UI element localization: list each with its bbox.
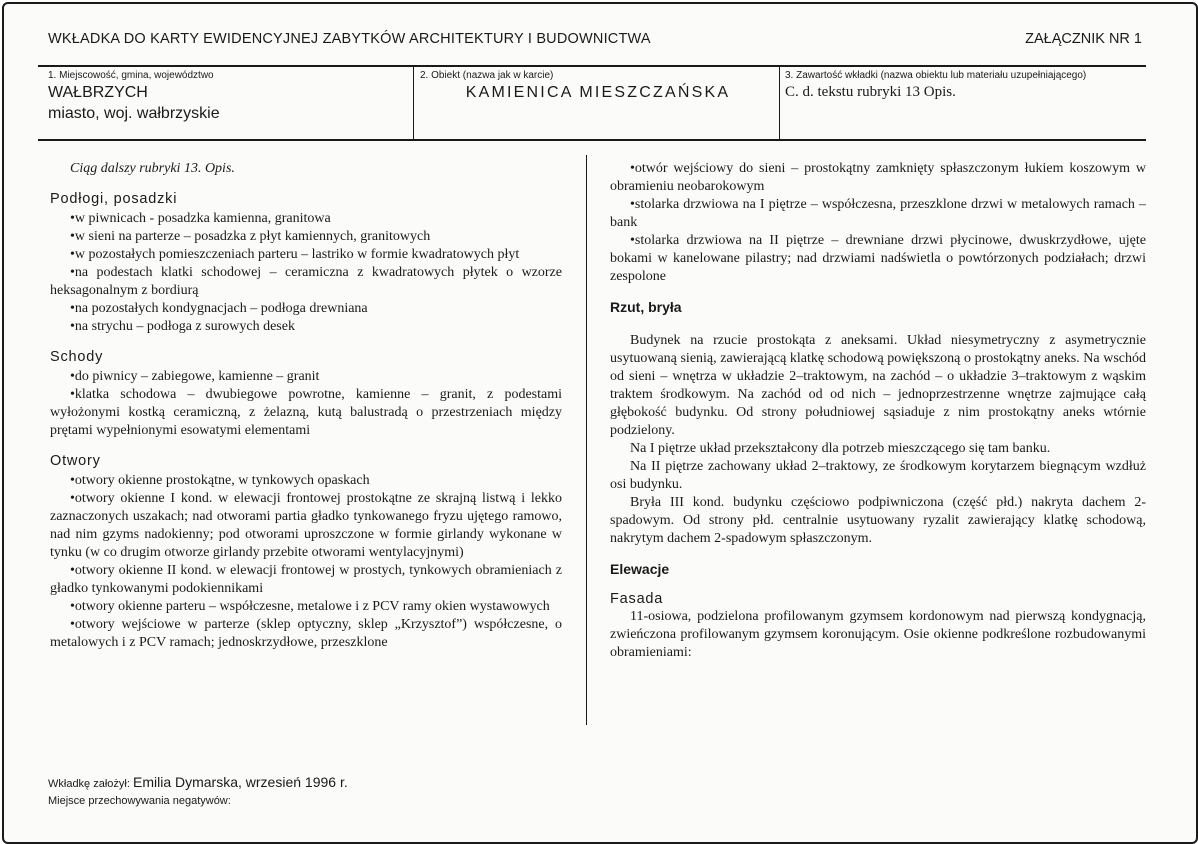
list-item: •stolarka drzwiowa na I piętrze – współczesna, przeszklone drzwi w metalowych ramach – bank — [610, 197, 1146, 230]
field-2-label: 2. Obiekt (nazwa jak w karcie) — [420, 70, 554, 81]
list-item: •klatka schodowa – dwubiegowe powrotne, kamienne – granit, z podestami wyłożonymi kostką ceramiczną, z żelazną, kutą balustradą o przestrzeniach między prętami wypełnionymi esowatymi elementami — [50, 387, 562, 438]
column-divider — [586, 155, 587, 725]
field-1-city: WAŁBRZYCH — [48, 84, 148, 101]
list-item: •stolarka drzwiowa na II piętrze – drewniane drzwi płycinowe, dwuskrzydłowe, ujęte bokami w kanelowane pilastry; nad drzwiami nadświetla o powtórzonych podziałach; drzwi zespolone — [610, 233, 1146, 284]
field-3-content: C. d. tekstu rubryki 13 Opis. — [785, 84, 956, 100]
stairs-heading: Schody — [50, 349, 104, 365]
field-1-label: 1. Miejscowość, gmina, województwo — [48, 70, 214, 81]
fields-bottom-line — [38, 139, 1146, 141]
list-item: •otwory okienne II kond. w elewacji frontowej w prostych, tynkowych obramieniach z gładko tynkowanymi podokiennikami — [50, 563, 562, 596]
facade-paragraph: 11-osiowa, podzielona profilowanym gzymsem kordonowym nad pierwszą kondygnacją, zwieńczona profilowanym gzymsem koronującym. Osie okienne podkreślone rozbudowanymi obramieniami: — [610, 609, 1146, 660]
author-label: Wkładkę założył: — [48, 778, 130, 790]
list-item: •w pozostałych pomieszczeniach parteru – lastriko w formie kwadratowych płyt — [70, 247, 520, 262]
author-value: Emilia Dymarska, wrzesień 1996 r. — [132, 774, 348, 790]
card-title: WKŁADKA DO KARTY EWIDENCYJNEJ ZABYTKÓW ARCHITEKTURY I BUDOWNICTWA — [48, 31, 651, 47]
list-item: •otwory okienne I kond. w elewacji frontowej prostokątne ze skrajną listwą i lekko zaznaczonych uszakach; nad otworami partia gładko tynkowanego fryzu ujętego ramowo, nad nim gzyms nadokienny; pod otworami uproszczone w formie girlandy wykonane w tynku (w co drugim otworze girlandy przebite otworami wentylacyjnymi) — [50, 491, 562, 560]
field-divider-1 — [413, 65, 414, 140]
storage-label: Miejsce przechowywania negatywów: — [48, 795, 231, 807]
list-item: •otwory wejściowe w parterze (sklep optyczny, sklep „Krzysztof”) współczesne, o metalowych i z PCV ramach; jednoskrzydłowe, przeszklone — [50, 617, 562, 650]
list-item: •otwory okienne parteru – współczesne, metalowe i z PCV ramy okien wystawowych — [70, 599, 550, 614]
list-item: •otwory okienne prostokątne, w tynkowych opaskach — [70, 473, 370, 488]
left-column — [50, 160, 562, 652]
plan-paragraph: Na I piętrze układ przekształcony dla potrzeb mieszczącego się tam banku. — [630, 441, 1051, 456]
plan-heading: Rzut, bryła — [610, 299, 682, 315]
list-item: •na pozostałych kondygnacjach – podłoga drewniana — [70, 301, 368, 316]
field-1-region: miasto, woj. wałbrzyskie — [48, 105, 220, 122]
elevations-heading: Elewacje — [610, 561, 670, 577]
openings-heading: Otwory — [50, 453, 101, 469]
plan-paragraph: Bryła III kond. budynku częściowo podpiwniczona (część płd.) nakryta dachem 2-spadowym. Od strony płd. centralnie usytuowany ryzalit zawierający klatkę schodową, nakrytym dachem 2-spadowym spłaszczonym. — [610, 495, 1146, 546]
continuation-note: Ciąg dalszy rubryki 13. Opis. — [70, 161, 235, 176]
list-item: •na strychu – podłoga z surowych desek — [70, 319, 295, 334]
facade-heading: Fasada — [610, 591, 664, 607]
plan-paragraph: Na II piętrze zachowany układ 2–traktowy, ze środkowym korytarzem biegnącym wzdłuż osi budynku. — [610, 459, 1146, 492]
list-item: •do piwnicy – zabiegowe, kamienne – granit — [70, 369, 320, 384]
field-divider-2 — [779, 65, 780, 140]
list-item: •w piwnicach - posadzka kamienna, granitowa — [70, 211, 331, 226]
annex-number: ZAŁĄCZNIK NR 1 — [1025, 31, 1142, 47]
list-item: •otwór wejściowy do sieni – prostokątny zamknięty spłaszczonym łukiem koszowym w obramieniu neobarokowym — [610, 161, 1146, 194]
list-item: •w sieni na parterze – posadzka z płyt kamiennych, granitowych — [70, 229, 431, 244]
floors-heading: Podłogi, posadzki — [50, 191, 178, 207]
field-3-label: 3. Zawartość wkładki (nazwa obiektu lub materiału uzupełniającego) — [785, 70, 1087, 81]
list-item: •na podestach klatki schodowej – ceramiczna z kwadratowych płytek o wzorze heksagonalnym z bordiurą — [50, 265, 562, 298]
right-column — [610, 160, 1146, 662]
field-2-object: KAMIENICA MIESZCZAŃSKA — [465, 84, 731, 101]
fields-top-line — [38, 65, 1146, 67]
plan-paragraph: Budynek na rzucie prostokąta z aneksami. Układ niesymetryczny z asymetrycznie usytuowaną sienią, zawierającą klatkę schodową powiększoną o prostokątny aneks. Na wschód od sieni – wnętrza w układzie 2–traktowym, na zachód – o układzie 3–traktowym z wąskim traktem środkowym. Na zachód od od nich – jednoprzestrzenne wnętrze zajmujące całą głębokość budynku. Od strony południowej sąsiaduje z nim prostokątny aneks wtórnie podzielony. — [610, 333, 1146, 438]
author-line — [48, 774, 348, 790]
